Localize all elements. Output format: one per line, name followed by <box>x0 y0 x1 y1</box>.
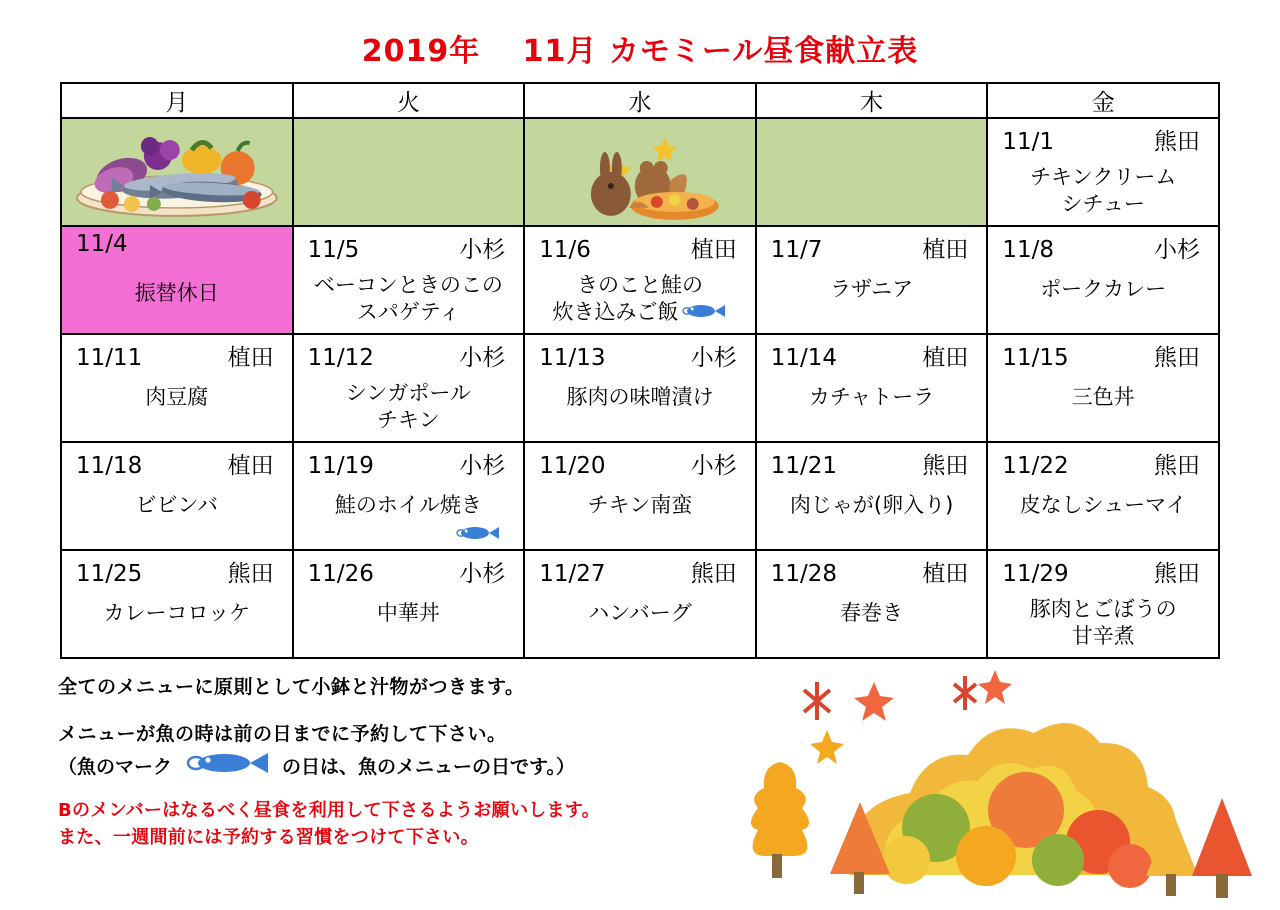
note-spacer-2 <box>58 781 758 797</box>
cell-date: 11/11 <box>76 345 143 371</box>
cell-menu: 振替休日 <box>134 281 219 305</box>
cell-header <box>62 227 292 257</box>
calendar-cell-11-5 <box>293 226 525 334</box>
cell-cook: 小杉 <box>459 345 506 371</box>
cell-cook: 小杉 <box>690 453 737 479</box>
cell-date: 11/22 <box>1002 453 1069 479</box>
cell-date: 11/8 <box>1002 237 1055 263</box>
calendar-cell-11-21 <box>756 442 988 550</box>
cell-header <box>525 227 755 264</box>
cell-header <box>757 335 987 372</box>
cell-cook: 植田 <box>922 345 969 371</box>
cell-date: 11/26 <box>307 561 374 587</box>
calendar-cell-11-28 <box>756 550 988 658</box>
note-line-3 <box>58 750 758 781</box>
day-header-thu: 木 <box>756 83 988 118</box>
cell-cook: 小杉 <box>459 237 506 263</box>
cell-header <box>988 551 1218 588</box>
calendar-cell-blank-2 <box>756 118 988 226</box>
cell-date: 11/5 <box>307 237 360 263</box>
note-line-3-pre: （魚のマーク <box>58 756 173 778</box>
cell-header <box>294 227 524 264</box>
calendar-cell-11-15 <box>987 334 1219 442</box>
cell-date: 11/14 <box>770 345 838 371</box>
cell-header <box>62 551 292 588</box>
cell-cook: 小杉 <box>459 561 506 587</box>
cell-cook: 熊田 <box>922 453 969 479</box>
calendar-cell-11-27 <box>524 550 756 658</box>
squirrel-rabbit-autumn-icon <box>525 119 755 225</box>
cell-date: 11/15 <box>1002 345 1069 371</box>
cell-menu <box>294 480 524 548</box>
cell-header <box>988 443 1218 480</box>
cell-cook: 熊田 <box>227 561 274 587</box>
cell-menu: 中華丼 <box>376 601 440 625</box>
cell-menu: ラザニア <box>829 277 914 301</box>
cell-cook: 熊田 <box>690 561 737 587</box>
cell-header <box>294 551 524 588</box>
cell-menu-line1: 豚肉とごぼうの <box>1029 597 1177 621</box>
fish-icon <box>300 521 518 548</box>
cell-header <box>294 443 524 480</box>
day-header-fri: 金 <box>987 83 1219 118</box>
calendar-cell-11-25 <box>61 550 293 658</box>
calendar-cell-11-7 <box>756 226 988 334</box>
note-red-2: また、一週間前には予約する習慣をつけて下さい。 <box>58 827 479 848</box>
cell-menu-line1: ベーコンときのこの <box>313 273 503 297</box>
cell-menu <box>525 264 755 326</box>
cell-date: 11/28 <box>770 561 838 587</box>
cell-menu <box>988 588 1218 650</box>
cell-date: 11/4 <box>76 231 128 257</box>
cell-menu: 春巻き <box>840 601 904 625</box>
cell-header <box>757 443 987 480</box>
autumn-trees-icon <box>700 660 1260 905</box>
cell-menu-line2: 炊き込みご飯 <box>552 299 679 324</box>
cell-header <box>62 443 292 480</box>
cell-date: 11/12 <box>307 345 374 371</box>
menu-calendar-table <box>60 82 1220 659</box>
cell-cook: 植田 <box>922 237 969 263</box>
calendar-cell-11-29 <box>987 550 1219 658</box>
cell-menu: ハンバーグ <box>588 601 692 625</box>
cell-menu-line1: チキンクリーム <box>1030 165 1177 189</box>
cell-cook: 熊田 <box>1154 129 1200 155</box>
cell-header <box>62 335 292 372</box>
cell-menu: 皮なしシューマイ <box>1019 493 1187 517</box>
cell-menu: 肉じゃが(卵入り) <box>789 493 954 517</box>
cell-menu-line2: スパゲティ <box>356 299 461 324</box>
calendar-cell-11-26 <box>293 550 525 658</box>
cell-date: 11/18 <box>76 453 143 479</box>
cell-menu <box>294 372 524 434</box>
cell-menu-line2: シチュー <box>1061 191 1145 216</box>
cell-date: 11/13 <box>539 345 606 371</box>
cell-header <box>525 443 755 480</box>
cell-cook: 小杉 <box>1154 237 1200 263</box>
cell-date: 11/19 <box>307 453 374 479</box>
cell-date: 11/7 <box>770 237 823 263</box>
cell-menu: 肉豆腐 <box>145 385 209 409</box>
calendar-cell-11-13 <box>524 334 756 442</box>
cell-cook: 小杉 <box>690 345 737 371</box>
cell-menu <box>988 156 1218 218</box>
cell-header <box>757 227 987 264</box>
calendar-cell-11-12 <box>293 334 525 442</box>
page-title: 2019年 11月 カモミール昼食献立表 <box>361 34 919 69</box>
cell-menu <box>294 264 524 326</box>
table-row <box>61 550 1219 658</box>
day-header-tue: 火 <box>293 83 525 118</box>
calendar-cell-11-22 <box>987 442 1219 550</box>
cell-menu: チキン南蛮 <box>587 493 693 517</box>
cell-cook: 植田 <box>227 453 274 479</box>
calendar-cell-11-18 <box>61 442 293 550</box>
cell-date: 11/27 <box>539 561 606 587</box>
calendar-cell-blank-1 <box>293 118 525 226</box>
cell-date: 11/1 <box>1002 129 1055 155</box>
cell-date: 11/20 <box>539 453 606 479</box>
cell-cook: 植田 <box>922 561 969 587</box>
cell-menu-text: 鮭のホイル焼き <box>334 493 482 517</box>
cell-menu-line2: チキン <box>376 407 440 432</box>
cell-header <box>988 227 1218 264</box>
calendar-cell-11-1 <box>987 118 1219 226</box>
cell-date: 11/25 <box>76 561 143 587</box>
calendar-cell-11-8 <box>987 226 1219 334</box>
cell-menu-line2: 甘辛煮 <box>1071 623 1135 648</box>
cell-cook: 熊田 <box>1154 345 1200 371</box>
cell-cook: 熊田 <box>1154 453 1200 479</box>
fish-icon <box>681 299 727 326</box>
cell-header <box>525 335 755 372</box>
table-header-row <box>61 83 1219 118</box>
fish-icon <box>184 750 270 781</box>
cell-cook: 植田 <box>227 345 274 371</box>
table-row <box>61 226 1219 334</box>
cell-date: 11/6 <box>539 237 591 263</box>
calendar-cell-11-20 <box>524 442 756 550</box>
cell-cook: 小杉 <box>459 453 506 479</box>
note-line-1: 全てのメニューに原則として小鉢と汁物がつきます。 <box>58 676 525 698</box>
note-line-3-post: の日は、魚のメニューの日です。） <box>282 756 575 778</box>
cell-menu-line1: きのこと鮭の <box>576 273 703 297</box>
cell-date: 11/21 <box>770 453 838 479</box>
calendar-cell-art-food <box>61 118 293 226</box>
cell-menu-line1: シンガポール <box>345 381 471 405</box>
note-line-2: メニューが魚の時は前の日までに予約して下さい。 <box>58 723 507 745</box>
food-platter-icon <box>62 119 292 225</box>
calendar-cell-art-animals <box>524 118 756 226</box>
calendar-cell-11-11 <box>61 334 293 442</box>
calendar-cell-11-19 <box>293 442 525 550</box>
table-row <box>61 334 1219 442</box>
note-spacer <box>58 703 758 719</box>
cell-header <box>988 119 1218 156</box>
note-red-1: Bのメンバーはなるべく昼食を利用して下さるようお願いします。 <box>58 800 601 821</box>
calendar-cell-11-6 <box>524 226 756 334</box>
calendar-cell-11-4 <box>61 226 293 334</box>
cell-header <box>757 551 987 588</box>
cell-menu: ポークカレー <box>1040 277 1167 301</box>
day-header-mon: 月 <box>61 83 293 118</box>
cell-menu: ビビンバ <box>135 493 219 517</box>
table-row <box>61 118 1219 226</box>
cell-menu: 豚肉の味噌漬け <box>566 385 714 409</box>
cell-menu: 三色丼 <box>1071 385 1135 409</box>
cell-cook: 熊田 <box>1154 561 1200 587</box>
cell-cook: 植田 <box>690 237 737 263</box>
notes-section <box>58 672 758 851</box>
cell-header <box>294 335 524 372</box>
cell-menu: カレーコロッケ <box>103 601 251 625</box>
cell-header <box>988 335 1218 372</box>
calendar-cell-11-14 <box>756 334 988 442</box>
table-row <box>61 442 1219 550</box>
cell-date: 11/29 <box>1002 561 1069 587</box>
day-header-wed: 水 <box>524 83 756 118</box>
cell-menu: カチャトーラ <box>808 385 935 409</box>
cell-header <box>525 551 755 588</box>
